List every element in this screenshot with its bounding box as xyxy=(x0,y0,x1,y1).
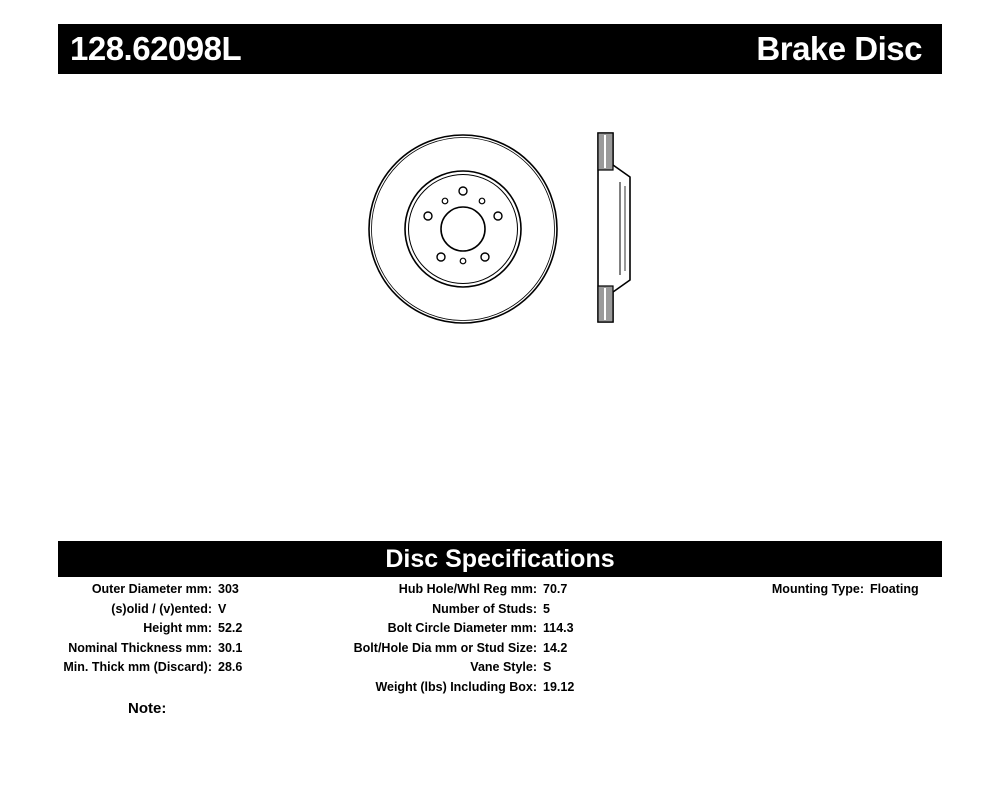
specs-bar xyxy=(58,541,942,577)
spec-label: Bolt Circle Diameter mm: xyxy=(387,621,537,635)
spec-value: 19.12 xyxy=(543,679,575,694)
spec-value: Floating xyxy=(870,582,919,596)
spec-label: Weight (lbs) Including Box: xyxy=(375,679,537,694)
disc-outer-edge-inner xyxy=(372,138,555,321)
disc-side-profile xyxy=(598,133,630,322)
spec-value: 14.2 xyxy=(543,640,568,655)
spec-label: Number of Studs: xyxy=(432,601,537,616)
hat-outer-edge xyxy=(405,171,521,287)
spec-label: Height mm: xyxy=(143,621,212,635)
alignment-holes xyxy=(442,198,485,264)
hat-inner-edge xyxy=(409,175,518,284)
stud-holes xyxy=(424,187,502,261)
header-bar xyxy=(58,24,942,74)
disc-outer-edge xyxy=(369,135,557,323)
spec-value: 303 xyxy=(218,582,239,596)
part-number: 128.62098L xyxy=(70,30,242,67)
spec-value: 70.7 xyxy=(543,582,568,596)
spec-label: Vane Style: xyxy=(470,660,537,674)
stud-hole xyxy=(481,253,489,261)
spec-value: 52.2 xyxy=(218,621,243,635)
spec-label: Outer Diameter mm: xyxy=(91,582,212,596)
stud-hole xyxy=(494,212,502,220)
alignment-hole xyxy=(479,198,485,204)
spec-value: V xyxy=(218,601,227,616)
stud-hole xyxy=(437,253,445,261)
disc-front-view xyxy=(369,135,557,323)
spec-label: Hub Hole/Whl Reg mm: xyxy=(398,582,537,596)
spec-value: 114.3 xyxy=(543,621,574,635)
spec-label: Nominal Thickness mm: xyxy=(68,640,212,655)
specs-title: Disc Specifications xyxy=(385,545,615,573)
alignment-hole xyxy=(460,258,466,264)
product-type: Brake Disc xyxy=(756,30,922,67)
spec-label: Min. Thick mm (Discard): xyxy=(63,660,212,674)
alignment-hole xyxy=(442,198,448,204)
brake-disc-drawing xyxy=(340,120,660,335)
spec-value: S xyxy=(543,660,552,674)
stud-hole xyxy=(459,187,467,195)
spec-value: 28.6 xyxy=(218,660,243,674)
spec-label: Mounting Type: xyxy=(771,582,864,596)
spec-value: 5 xyxy=(543,601,550,616)
spec-label: (s)olid / (v)ented: xyxy=(111,601,212,616)
note-label: Note: xyxy=(128,700,167,717)
stud-hole xyxy=(424,212,432,220)
spec-label: Bolt/Hole Dia mm or Stud Size: xyxy=(353,640,537,655)
hub-hole xyxy=(441,207,485,251)
spec-value: 30.1 xyxy=(218,640,243,655)
